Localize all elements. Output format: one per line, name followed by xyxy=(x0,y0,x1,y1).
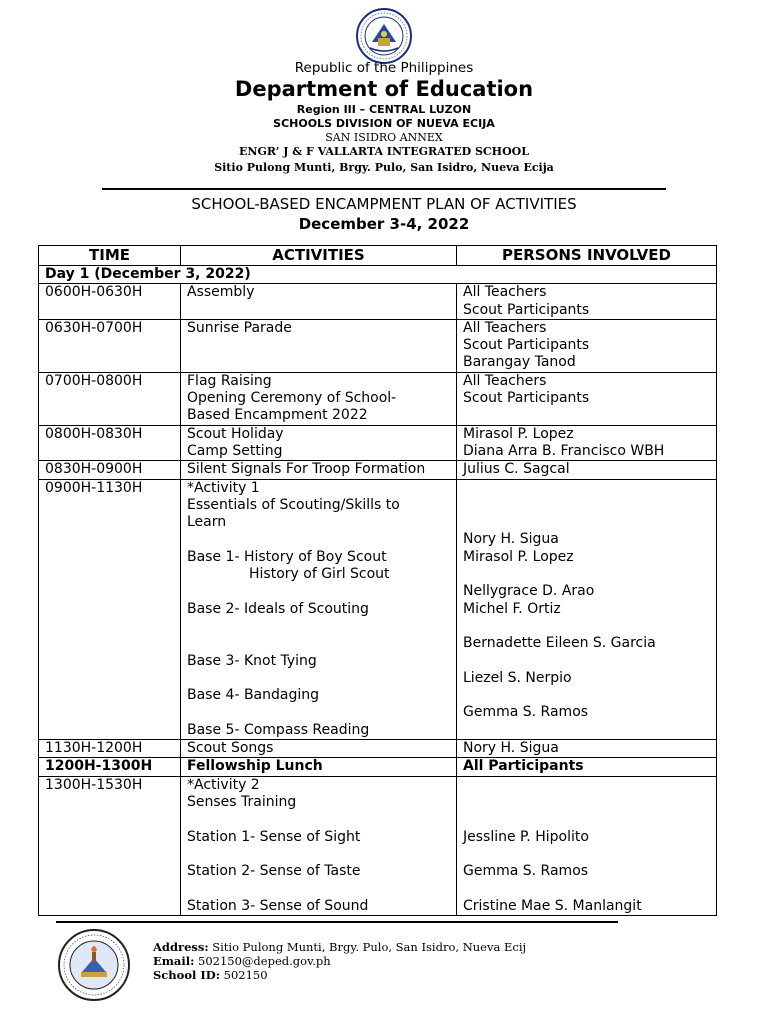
person-line: All Teachers xyxy=(463,372,547,389)
persons-cell xyxy=(457,319,717,372)
day-label: Day 1 (December 3, 2022) xyxy=(39,266,717,284)
person-line: Scout Participants xyxy=(463,301,590,318)
time-cell: 0630H-0700H xyxy=(39,319,181,372)
person-line: Jessline P. Hipolito xyxy=(463,828,589,845)
activity-line: Scout Songs xyxy=(187,740,274,757)
region-line: Region III – CENTRAL LUZON xyxy=(296,103,472,116)
activity-line: Silent Signals For Troop Formation xyxy=(187,461,426,478)
table-row xyxy=(39,758,717,776)
person-line xyxy=(463,846,710,863)
header-activities: ACTIVITIES xyxy=(181,246,457,266)
activities-table xyxy=(38,245,717,916)
footer-email: Email: 502150@deped.gov.ph xyxy=(153,954,331,968)
activity-line: Scout Holiday xyxy=(187,425,284,442)
person-line xyxy=(463,794,710,811)
person-line: Nory H. Sigua xyxy=(463,740,559,757)
activities-cell xyxy=(181,284,457,320)
header-persons: PERSONS INVOLVED xyxy=(457,246,717,266)
activity-line: Senses Training xyxy=(187,793,297,810)
person-line: Liezel S. Nerpio xyxy=(463,669,572,686)
activity-line xyxy=(187,704,450,721)
person-line: Bernadette Eileen S. Garcia xyxy=(463,635,656,652)
activity-line: Fellowship Lunch xyxy=(187,758,323,775)
activity-line: Base 2- Ideals of Scouting xyxy=(187,600,369,617)
persons-cell xyxy=(457,461,717,479)
person-line xyxy=(463,811,710,828)
persons-cell xyxy=(457,776,717,915)
activities-cell xyxy=(181,776,457,915)
activity-line: Based Encampment 2022 xyxy=(187,407,368,424)
persons-cell xyxy=(457,479,717,739)
table-row xyxy=(39,319,717,372)
person-line: Mirasol P. Lopez xyxy=(463,548,574,565)
activity-line: Station 1- Sense of Sight xyxy=(187,828,361,845)
activity-line: *Activity 1 xyxy=(187,479,260,496)
activity-line: Opening Ceremony of School- xyxy=(187,390,397,407)
time-cell: 0900H-1130H xyxy=(39,479,181,739)
person-line: Gemma S. Ramos xyxy=(463,863,589,880)
activity-line: History of Girl Scout xyxy=(249,566,390,583)
table-row xyxy=(39,372,717,425)
table-row xyxy=(39,284,717,320)
division-line: SCHOOLS DIVISION OF NUEVA ECIJA xyxy=(273,117,495,130)
republic-line: Republic of the Philippines xyxy=(294,60,474,76)
person-line xyxy=(463,497,710,514)
activity-line: Flag Raising xyxy=(187,372,272,389)
person-line: Diana Arra B. Francisco WBH xyxy=(463,442,665,459)
activity-line xyxy=(187,618,450,635)
person-line xyxy=(463,777,710,794)
footer-school-id: School ID: 502150 xyxy=(153,968,268,982)
activities-cell xyxy=(181,425,457,461)
table-header-row xyxy=(39,246,717,266)
school-name: ENGR’ J & F VALLARTA INTEGRATED SCHOOL xyxy=(239,145,529,158)
person-line xyxy=(463,566,710,583)
activity-line xyxy=(187,880,450,897)
table-row xyxy=(39,740,717,758)
person-line xyxy=(463,880,710,897)
footer-address: Address: Sitio Pulong Munti, Brgy. Pulo, San Isidro, Nueva Ecij xyxy=(153,940,527,954)
table-row xyxy=(39,461,717,479)
activities-cell xyxy=(181,479,457,739)
annex-line: SAN ISIDRO ANNEX xyxy=(325,131,443,144)
activity-line xyxy=(187,635,450,652)
person-line: All Participants xyxy=(463,758,584,775)
activity-line: Base 1- History of Boy Scout xyxy=(187,548,387,565)
person-line: Julius C. Sagcal xyxy=(463,461,570,478)
person-line xyxy=(463,687,710,704)
persons-cell xyxy=(457,284,717,320)
person-line: Mirasol P. Lopez xyxy=(463,425,574,442)
activities-cell xyxy=(181,461,457,479)
day-row xyxy=(39,266,717,284)
header-time: TIME xyxy=(39,246,181,266)
person-line xyxy=(463,653,710,670)
activities-cell xyxy=(181,319,457,372)
person-line: Nory H. Sigua xyxy=(463,531,559,548)
person-line: All Teachers xyxy=(463,319,547,336)
time-cell: 0600H-0630H xyxy=(39,284,181,320)
activities-cell xyxy=(181,758,457,776)
deped-seal-icon xyxy=(356,8,412,64)
person-line xyxy=(463,618,710,635)
persons-cell xyxy=(457,758,717,776)
department-title: Department of Education xyxy=(234,77,534,101)
person-line xyxy=(463,722,710,739)
person-line: Gemma S. Ramos xyxy=(463,704,589,721)
person-line xyxy=(463,480,710,497)
time-cell: 0830H-0900H xyxy=(39,461,181,479)
time-cell: 0800H-0830H xyxy=(39,425,181,461)
activity-line: Station 2- Sense of Taste xyxy=(187,863,361,880)
footer-divider xyxy=(56,921,618,923)
table-row xyxy=(39,776,717,915)
activity-line: Learn xyxy=(187,514,227,531)
school-seal-icon xyxy=(57,928,131,1002)
activity-line: Essentials of Scouting/Skills to xyxy=(187,496,400,513)
table-row xyxy=(39,479,717,739)
person-line: Scout Participants xyxy=(463,390,590,407)
person-line: Nellygrace D. Arao xyxy=(463,583,595,600)
person-line: Cristine Mae S. Manlangit xyxy=(463,897,642,914)
person-line xyxy=(463,514,710,531)
activities-cell xyxy=(181,372,457,425)
time-cell: 1200H-1300H xyxy=(39,758,181,776)
header-divider xyxy=(102,188,666,190)
activity-line: *Activity 2 xyxy=(187,776,260,793)
persons-cell xyxy=(457,425,717,461)
person-line: Barangay Tanod xyxy=(463,354,576,371)
activities-cell xyxy=(181,740,457,758)
activity-line: Assembly xyxy=(187,284,255,301)
time-cell: 0700H-0800H xyxy=(39,372,181,425)
activity-line: Station 3- Sense of Sound xyxy=(187,897,369,914)
activity-line xyxy=(187,531,450,548)
time-cell: 1130H-1200H xyxy=(39,740,181,758)
activity-line xyxy=(187,670,450,687)
plan-title: SCHOOL-BASED ENCAMPMENT PLAN OF ACTIVITIES xyxy=(191,195,577,213)
persons-cell xyxy=(457,372,717,425)
activity-line: Base 5- Compass Reading xyxy=(187,721,370,738)
persons-cell xyxy=(457,740,717,758)
person-line: All Teachers xyxy=(463,284,547,301)
school-address: Sitio Pulong Munti, Brgy. Pulo, San Isidro, Nueva Ecija xyxy=(214,161,554,174)
time-cell: 1300H-1530H xyxy=(39,776,181,915)
activity-line xyxy=(187,846,450,863)
activity-line: Sunrise Parade xyxy=(187,319,292,336)
activity-line: Base 3- Knot Tying xyxy=(187,652,317,669)
activity-line: Base 4- Bandaging xyxy=(187,687,320,704)
activity-line: Camp Setting xyxy=(187,442,283,459)
activity-line xyxy=(187,583,450,600)
person-line: Scout Participants xyxy=(463,337,590,354)
person-line: Michel F. Ortiz xyxy=(463,600,561,617)
activity-line xyxy=(187,811,450,828)
table-row xyxy=(39,425,717,461)
plan-dates: December 3-4, 2022 xyxy=(298,215,470,233)
